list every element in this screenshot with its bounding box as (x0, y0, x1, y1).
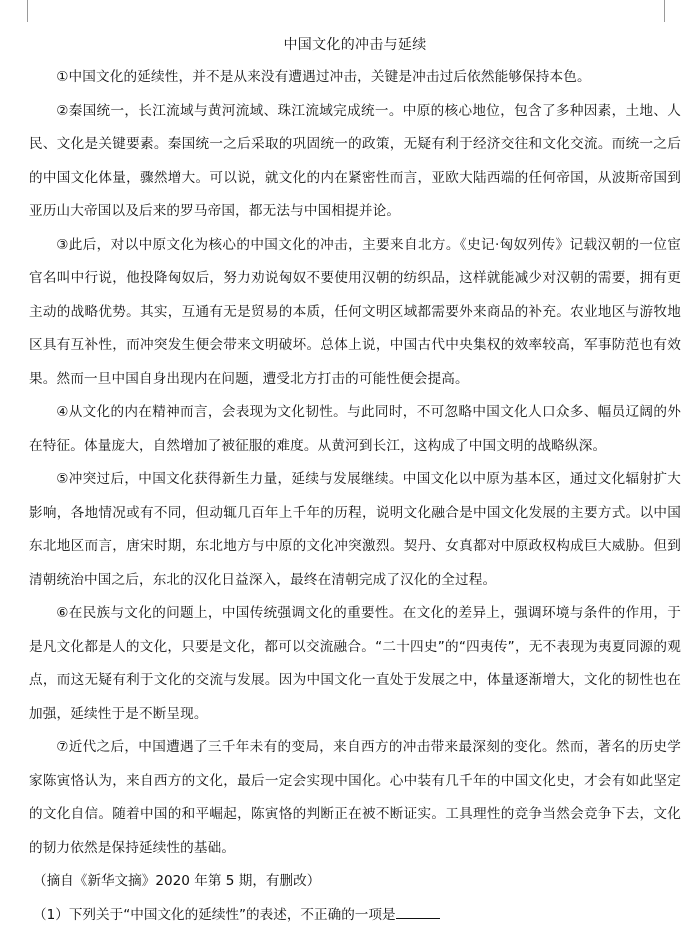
paragraph-6: ⑥在民族与文化的问题上，中国传统强调文化的重要性。在文化的差异上，强调环境与条件的作用，于是凡文化都是人的文化，只要是文化，都可以交流融合。“二十四史”的“四夷传”，无不表现为夷夏同源的观点，而这无疑有利于文化的交流与发展。因为中国文化一直处于发展之中，体量逐渐增大，文化的韧性也在加强，延续性于是不断呈现。 (29, 605, 681, 722)
answer-blank[interactable] (396, 904, 440, 919)
paragraph-1: ①中国文化的延续性，并不是从来没有遭遇过冲击，关键是冲击过后依然能够保持本色。 (56, 69, 591, 85)
paragraph-3: ③此后，对以中原文化为核心的中国文化的冲击，主要来自北方。《史记·匈奴列传》记载汉朝的一位宦官名叫中行说，他投降匈奴后，努力劝说匈奴不要使用汉朝的纺织品，这样就能减少对汉朝的需要，拥有更主动的战略优势。其实，互通有无是贸易的本质，任何文明区域都需要外来商品的补充。农业地区与游牧地区具有互补性，而冲突发生便会带来文明破坏。总体上说，中国古代中央集权的效率较高，军事防范也有效果。然而一旦中国自身出现内在问题，遭受北方打击的可能性便会提高。 (29, 236, 681, 387)
question-1 (33, 898, 681, 932)
paragraph-2: ②秦国统一，长江流域与黄河流域、珠江流域完成统一。中原的核心地位，包含了多种因素，土地、人民、文化是关键要素。秦国统一之后采取的巩固统一的政策，无疑有利于经济交往和文化交流。而统一之后的中国文化体量，骤然增大。可以说，就文化的内在紧密性而言，亚欧大陆西端的任何帝国，从波斯帝国到亚历山大帝国以及后来的罗马帝国，都无法与中国相提并论。 (29, 102, 681, 219)
source-citation: （摘自《新华文摘》2020 年第 5 期，有删改） (33, 873, 321, 889)
paragraph-5: ⑤冲突过后，中国文化获得新生力量，延续与发展继续。中国文化以中原为基本区，通过文化辐射扩大影响，各地情况或有不同，但动辄几百年上千年的历程，说明文化融合是中国文化发展的主要方式。以中国东北地区而言，唐宋时期，东北地方与中原的文化冲突激烈。契丹、女真都对中原政权构成巨大威胁。但到清朝统治中国之后，东北的汉化日益深入，最终在清朝完成了汉化的全过程。 (29, 471, 681, 588)
margin-corner-mark-left (27, 0, 28, 22)
paragraph-7: ⑦近代之后，中国遭遇了三千年未有的变局，来自西方的冲击带来最深刻的变化。然而，著名的历史学家陈寅恪认为，来自西方的文化，最后一定会实现中国化。心中装有几千年的中国文化史，才会有如此坚定的文化自信。随着中国的和平崛起，陈寅恪的判断正在被不断证实。工具理性的竞争当然会竞争下去，文化的韧力依然是保持延续性的基础。 (29, 739, 681, 856)
document-page (29, 28, 681, 932)
margin-corner-mark-right (664, 0, 665, 22)
paragraph-4: ④从文化的内在精神而言，会表现为文化韧性。与此同时，不可忽略中国文化人口众多、幅员辽阔的外在特征。体量庞大，自然增加了被征服的难度。从黄河到长江，这构成了中国文明的战略纵深。 (29, 404, 681, 454)
article-title: 中国文化的冲击与延续 (283, 37, 427, 53)
question-1-text: （1）下列关于“中国文化的延续性”的表述，不正确的一项是 (33, 907, 396, 923)
